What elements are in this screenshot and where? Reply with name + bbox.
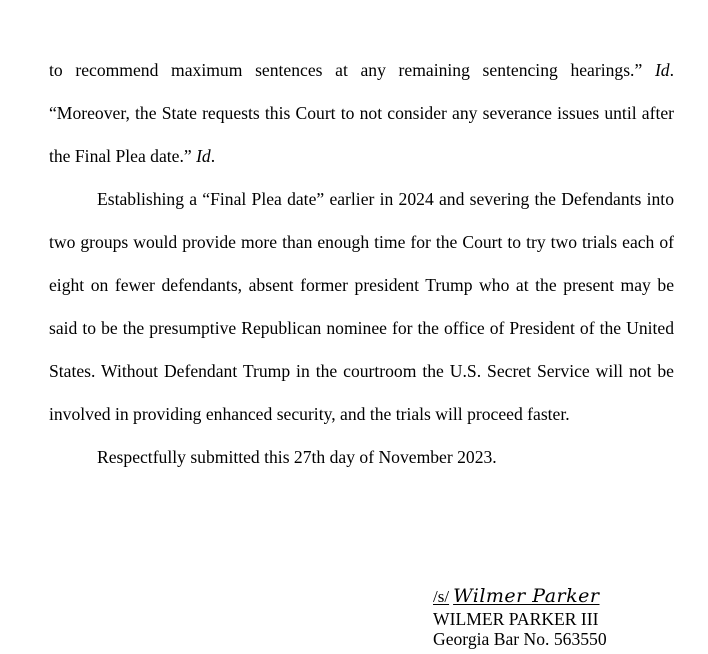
- citation-id: Id: [654, 60, 670, 80]
- citation-id: Id: [196, 146, 211, 166]
- text-run: .: [210, 146, 216, 166]
- text-run: to recommend maximum sentences at any remaining sentencing hearings.”: [49, 60, 655, 80]
- paragraph-1: [49, 49, 674, 178]
- paragraph-closing: [49, 436, 674, 479]
- text-run: Establishing a “Final Plea date” earlier in 2024 and severing the Defendants into two groups would provide more than enough time for the Court to try two trials each of eight on fewer defendants, absent former president Trump who at the present may be said to be the presumptive Republican nominee for the office of President of the United States. Without Defendant Trump in the courtroom the U.S. Secret Service will not be involved in providing enhanced security, and the trials will proceed faster.: [49, 189, 674, 424]
- signature-prefix: /s/: [433, 587, 450, 606]
- signer-name: WILMER PARKER III: [433, 609, 599, 629]
- paragraph-2: [49, 178, 674, 436]
- document-body: [49, 49, 674, 479]
- handwritten-signature: Wilmer Parker: [453, 585, 600, 607]
- signature-block: [433, 583, 703, 649]
- signature-line: [433, 583, 703, 609]
- bar-number: Georgia Bar No. 563550: [433, 629, 607, 649]
- text-run: Respectfully submitted this 27th day of November 2023.: [97, 447, 497, 467]
- text-run: . “Moreover, the State requests this Court to not consider any severance issues until after the Final Plea date.”: [49, 60, 674, 166]
